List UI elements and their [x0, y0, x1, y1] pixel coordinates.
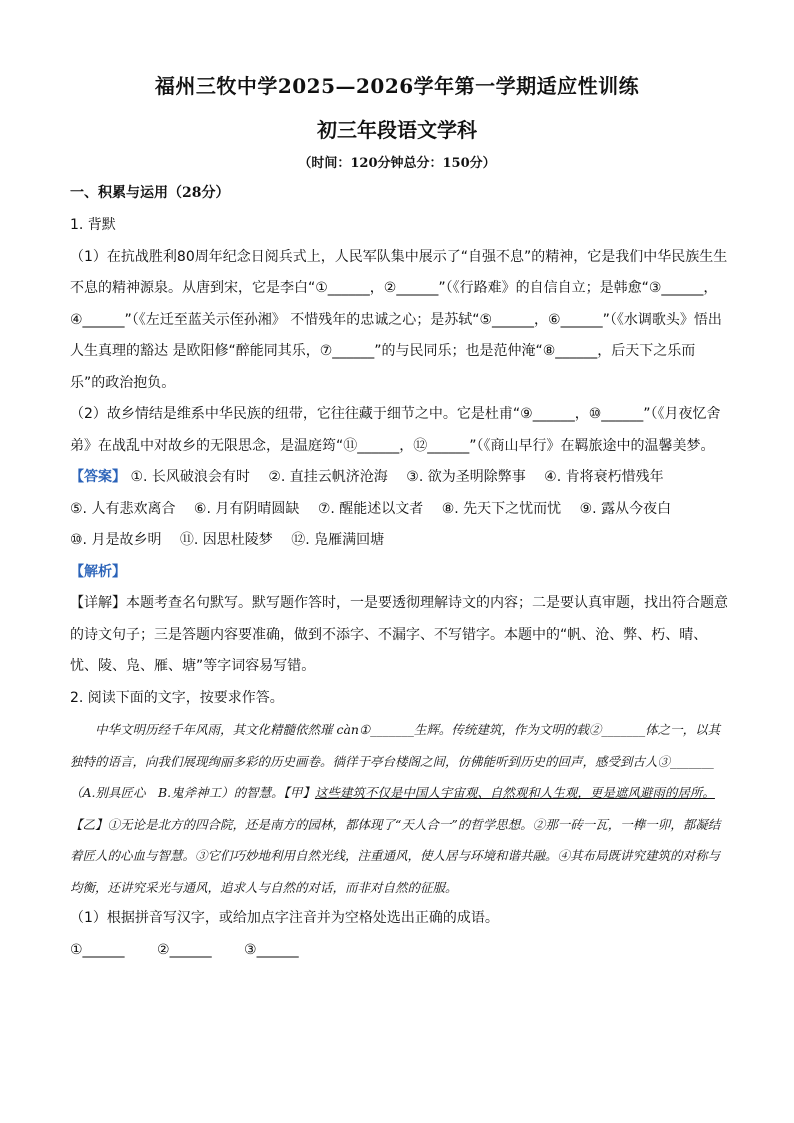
answer-item: ⑪. 因思杜陵梦	[179, 532, 273, 548]
answer-item: ②. 直挂云帆济沧海	[268, 469, 388, 485]
answer-item: ③. 欲为圣明除弊事	[406, 469, 526, 485]
answer-item: ⑦. 醒能述以文者	[317, 500, 424, 517]
answer-item: ①. 长风破浪会有时	[130, 469, 250, 485]
question-1-part-1: （1）在抗战胜利80周年纪念日阅兵式上，人民军队集中展示了“自强不息”的精神，它是我们中华民族生生不息的精神源泉。从唐到宋，它是李白“①______，②______”（《行路难》的自信自立；是韩愈“③______，④______”（《左迁至蓝关示侄孙湘》 不惜残年的忠诚之心；是苏轼“⑤______，⑥______”（《水调歌头》悟出人生真理的豁达 是欧阳修“醉能同其乐，⑦______”的与民同乐；也是范仲淹“⑧______，后天下之乐而乐”的政治抱负。	[70, 248, 728, 391]
passage-text-b: 【乙】①无论是北方的四合院，还是南方的园林，都体现了“天人合一”的哲学思想。②那一砖一瓦，一榫一卯，都凝结着匠人的心血与智慧。③它们巧妙地利用自然光线，注重通风，使人居与环境和谐共融。④其布局既讲究建筑的对称与均衡，还讲究采光与通风，追求人与自然的对话，而非对自然的征服。	[70, 816, 721, 895]
answer-item: ⑧. 先天下之忧而忧	[441, 500, 562, 517]
answer-item: ⑤. 人有悲欢离合	[70, 500, 176, 517]
exam-title: 福州三牧中学2025—2026学年第一学期适应性训练	[154, 74, 640, 98]
blank-3: ③______	[244, 941, 299, 958]
detail-block	[70, 588, 728, 683]
question-2-label: 2. 阅读下面的文字，按要求作答。	[70, 689, 284, 706]
section-heading: 一、积累与运用（28分）	[70, 185, 230, 201]
passage-underlined-sentence: 这些建筑不仅是中国人宇宙观、自然观和人生观，更是遮风避雨的居所。	[314, 785, 715, 800]
question-1-part-2: （2）故乡情结是维系中华民族的纽带，它往往藏于细节之中。它是杜甫“⑨______，⑩______”（《月夜忆舍弟》在战乱中对故乡的无限思念，是温庭筠“⑪______，⑫______”（《商山早行》在羁旅途中的温馨美梦。	[70, 406, 721, 454]
answer-item: ⑥. 月有阴晴圆缺	[193, 500, 300, 517]
question-1	[70, 210, 728, 966]
question-1-label: 1. 背默	[70, 217, 116, 233]
answer-block	[70, 462, 728, 557]
answer-item: ⑩. 月是故乡明	[70, 532, 162, 548]
exam-subtitle: 初三年段语文学科	[317, 118, 477, 142]
passage-text-a: 中华文明历经千年风雨，其文化精髓依然璀 càn①_______生辉。传统建筑，作为文明的载②_______体之一，以其独特的语言，向我们展现绚丽多彩的历史画卷。徜徉于亭台楼阁之间，仿佛能听到历史的回声，感受到古人③_______（A.别具匠心 B.鬼斧神工）的智慧。【甲】	[70, 722, 721, 800]
analysis-label: 【解析】	[70, 563, 126, 580]
answer-item: ⑫. 凫雁满回塘	[291, 532, 385, 548]
blank-2: ②______	[157, 941, 212, 958]
exam-time-info: （时间：120分钟总分：150分）	[298, 156, 496, 171]
answer-label: 【答案】	[70, 469, 126, 485]
detail-label: 【详解】	[70, 595, 126, 611]
answer-blanks	[70, 935, 728, 967]
answer-item: ④. 肯将衰朽惜残年	[544, 469, 664, 485]
blank-1: ①______	[70, 941, 125, 958]
answer-item: ⑨. 露从今夜白	[579, 500, 672, 517]
question-2-sub-1: （1）根据拼音写汉字，或给加点字注音并为空格处选出正确的成语。	[70, 910, 499, 926]
detail-text: 本题考查名句默写。默写题作答时，一是要透彻理解诗文的内容；二是要认真审题，找出符合题意的诗文句子；三是答题内容要准确，做到不添字、不漏字、不写错字。本题中的“帆、沧、弊、朽、晴、忧、陵、凫、雁、塘”等字词容易写错。	[70, 595, 728, 674]
reading-passage	[70, 714, 728, 903]
